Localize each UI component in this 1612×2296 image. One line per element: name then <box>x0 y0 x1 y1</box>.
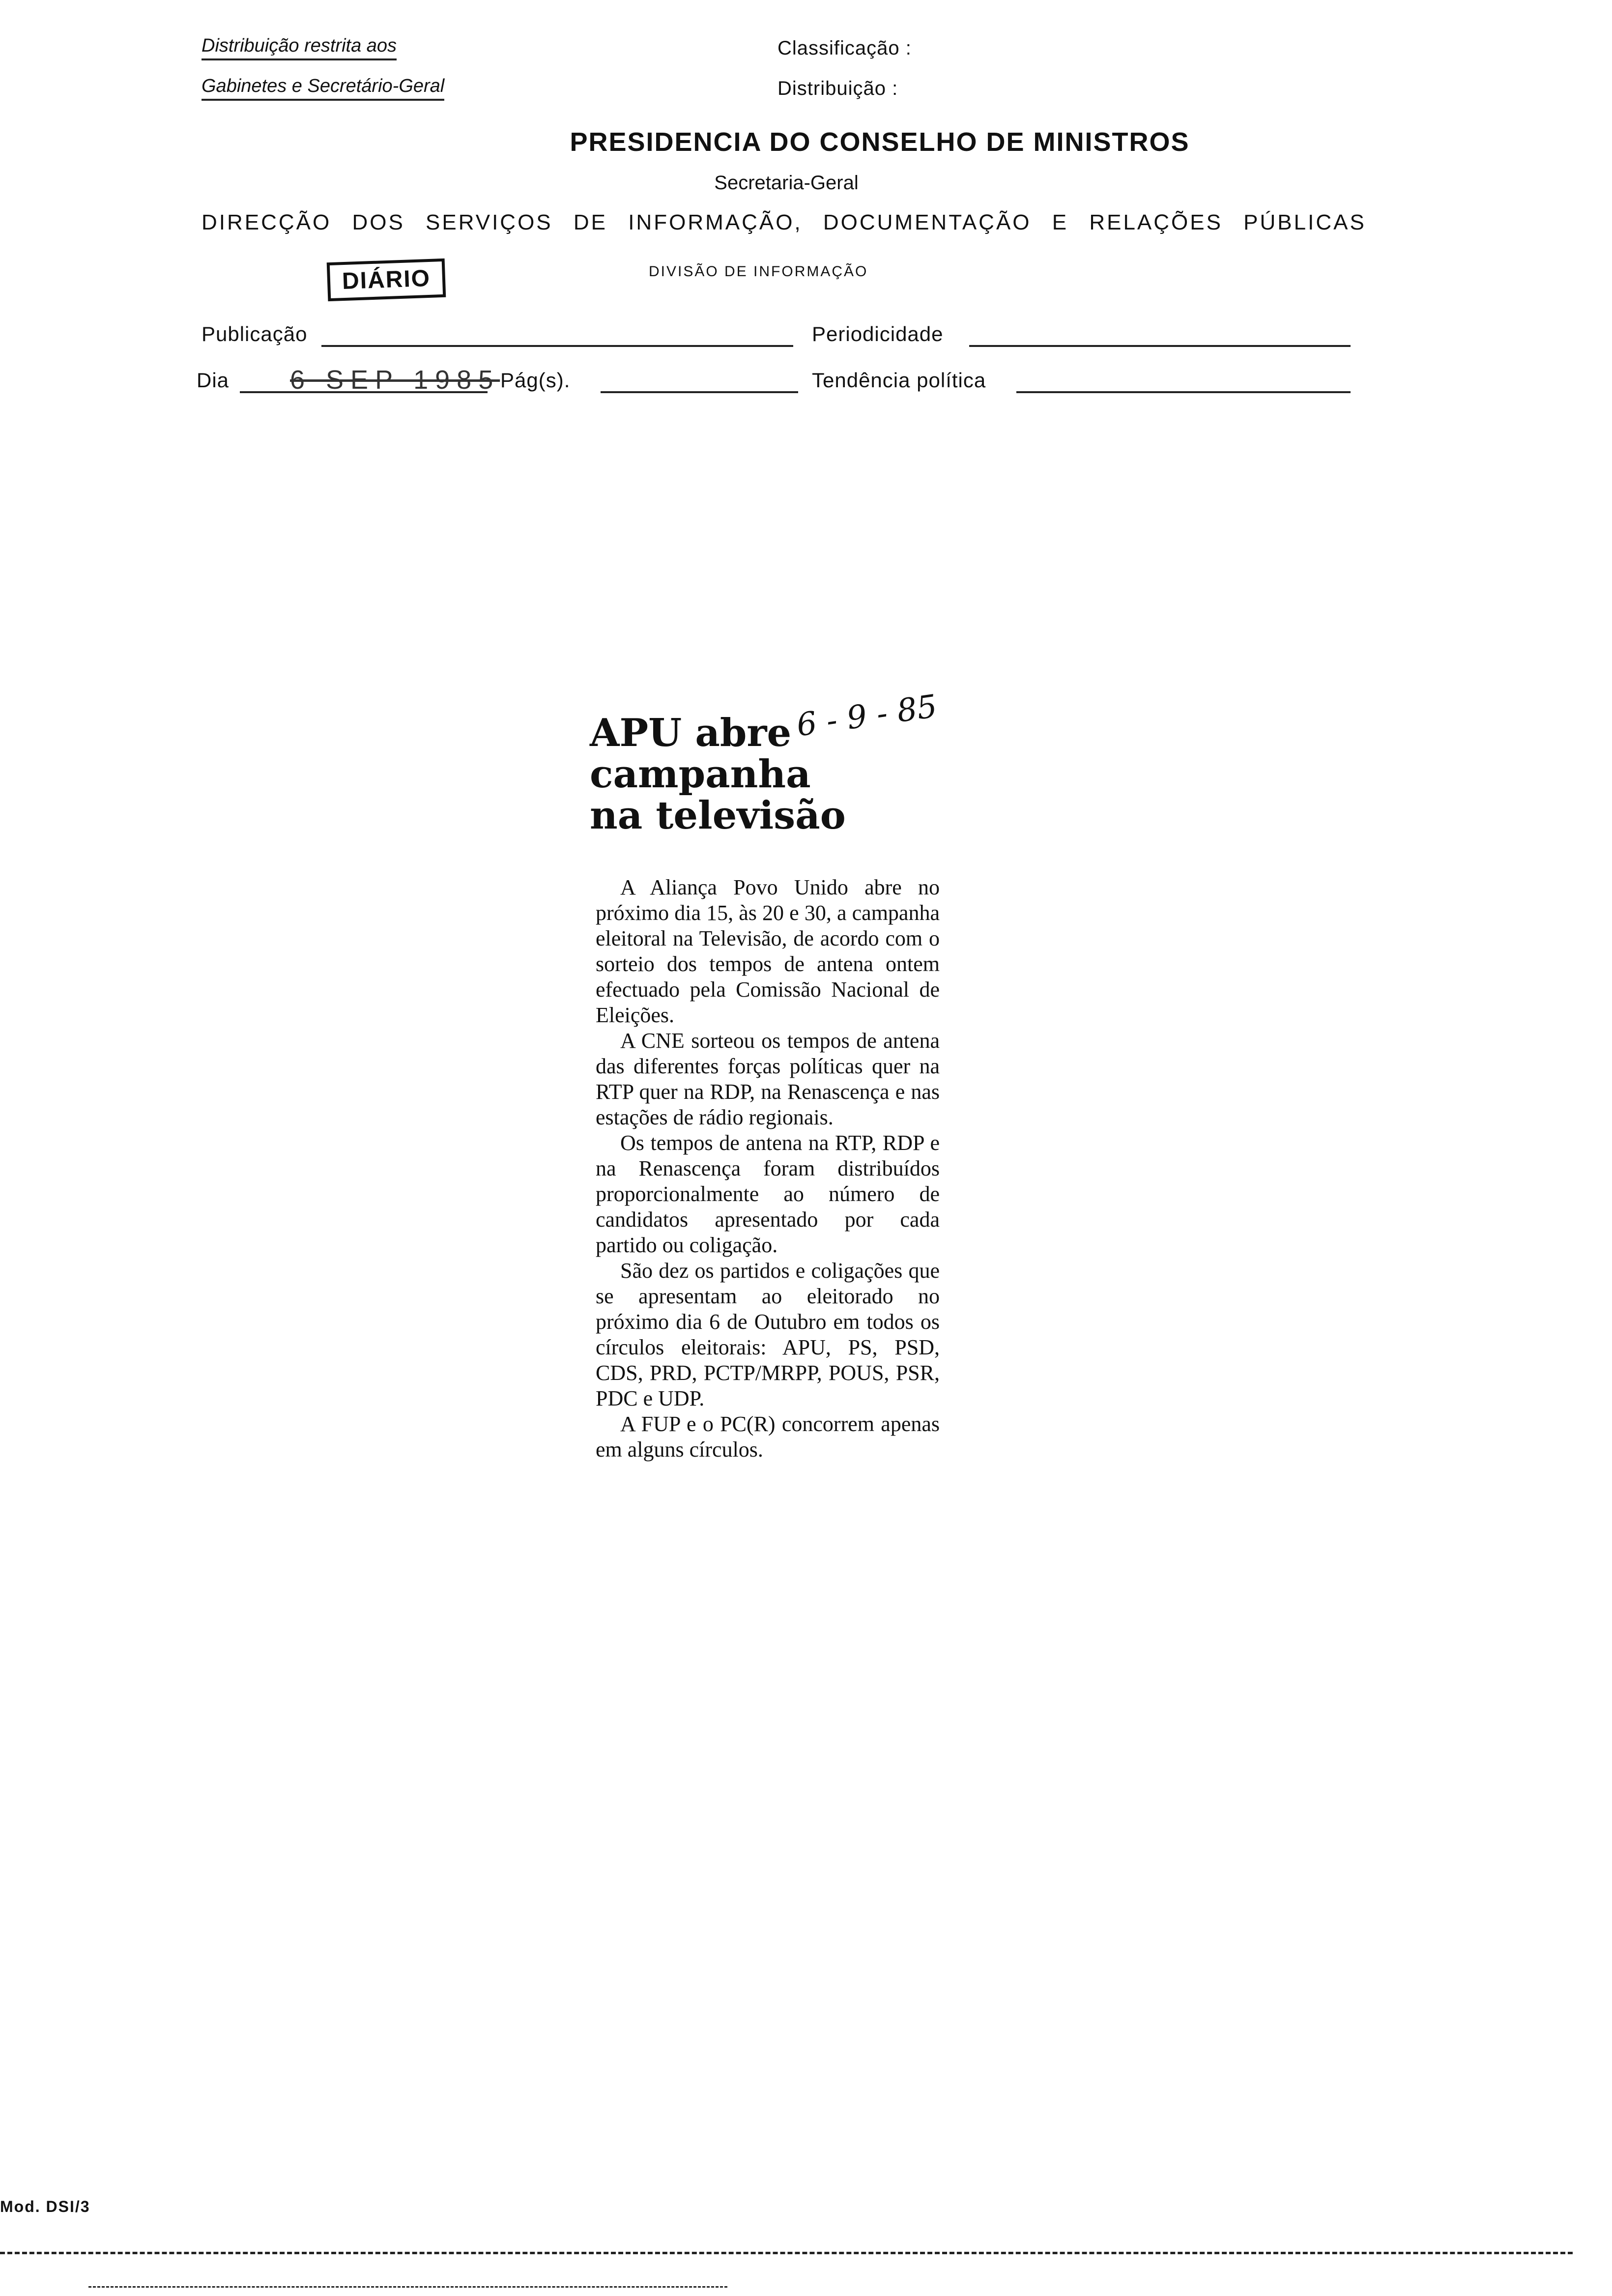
page-subtitle: Secretaria-Geral <box>714 172 859 194</box>
date-stamp: 6 SEP 1985 <box>290 365 500 395</box>
article-title-line-3: na televisão <box>590 793 846 838</box>
distribution-note-2 <box>202 76 444 101</box>
dia-label: Dia <box>197 369 230 392</box>
form-code: Mod. DSI/3 <box>0 2198 90 2215</box>
distribuicao-label: Distribuição : <box>777 78 898 99</box>
directorate-line: DIRECÇÃO DOS SERVIÇOS DE INFORMAÇÃO, DOCUMENTAÇÃO E RELAÇÕES PÚBLICAS <box>202 210 1366 234</box>
periodicidade-line <box>969 345 1351 347</box>
tendencia-label: Tendência política <box>812 369 986 392</box>
article-title-line-1: APU abre <box>590 711 792 755</box>
article-paragraph: A Aliança Povo Unido abre no próximo dia 15, às 20 e 30, a campanha eleitoral na Televisão, de acordo com o sorteio dos tempos de antena ontem efectuado pela Comissão Nacional de Eleições. <box>596 875 940 1027</box>
article-body <box>596 875 940 1463</box>
classificacao-label: Classificação : <box>777 37 912 59</box>
distribution-line-1: Distribuição restrita aos <box>202 35 397 60</box>
publicacao-label: Publicação <box>202 322 308 345</box>
tendencia-line <box>1016 391 1351 393</box>
article-paragraph: A CNE sorteou os tempos de antena das diferentes forças políticas quer na RTP quer na RDP, na Renascença e nas estações de rádio regionais. <box>596 1029 940 1129</box>
distribution-note <box>202 35 397 60</box>
distribution-line-2: Gabinetes e Secretário-Geral <box>202 76 444 101</box>
division-label: DIVISÃO DE INFORMAÇÃO <box>649 263 868 280</box>
article-paragraph: Os tempos de antena na RTP, RDP e na Renascença foram distribuídos proporcionalmente ao número de candidatos apresentado por cada partido ou coligação. <box>596 1131 940 1257</box>
page-title: PRESIDENCIA DO CONSELHO DE MINISTROS <box>570 127 1190 157</box>
pags-line <box>601 391 798 393</box>
periodicidade-label: Periodicidade <box>812 322 944 345</box>
article-title-line-2: campanha <box>590 752 811 797</box>
article-paragraph: São dez os partidos e coligações que se apresentam ao eleitorado no próximo dia 6 de Outubro em todos os círculos eleitorais: APU, PS, PSD, CDS, PRD, PCTP/MRPP, POUS, PSR, PDC e UDP. <box>596 1259 940 1410</box>
publicacao-line <box>321 345 793 347</box>
diario-stamp: DIÁRIO <box>327 258 446 301</box>
pags-label: Pág(s). <box>500 369 571 392</box>
footer-divider <box>0 2252 1573 2254</box>
footer-divider-2 <box>88 2286 727 2288</box>
article-paragraph: A FUP e o PC(R) concorrem apenas em alguns círculos. <box>596 1412 940 1462</box>
handwritten-date: 6 - 9 - 85 <box>794 688 940 744</box>
